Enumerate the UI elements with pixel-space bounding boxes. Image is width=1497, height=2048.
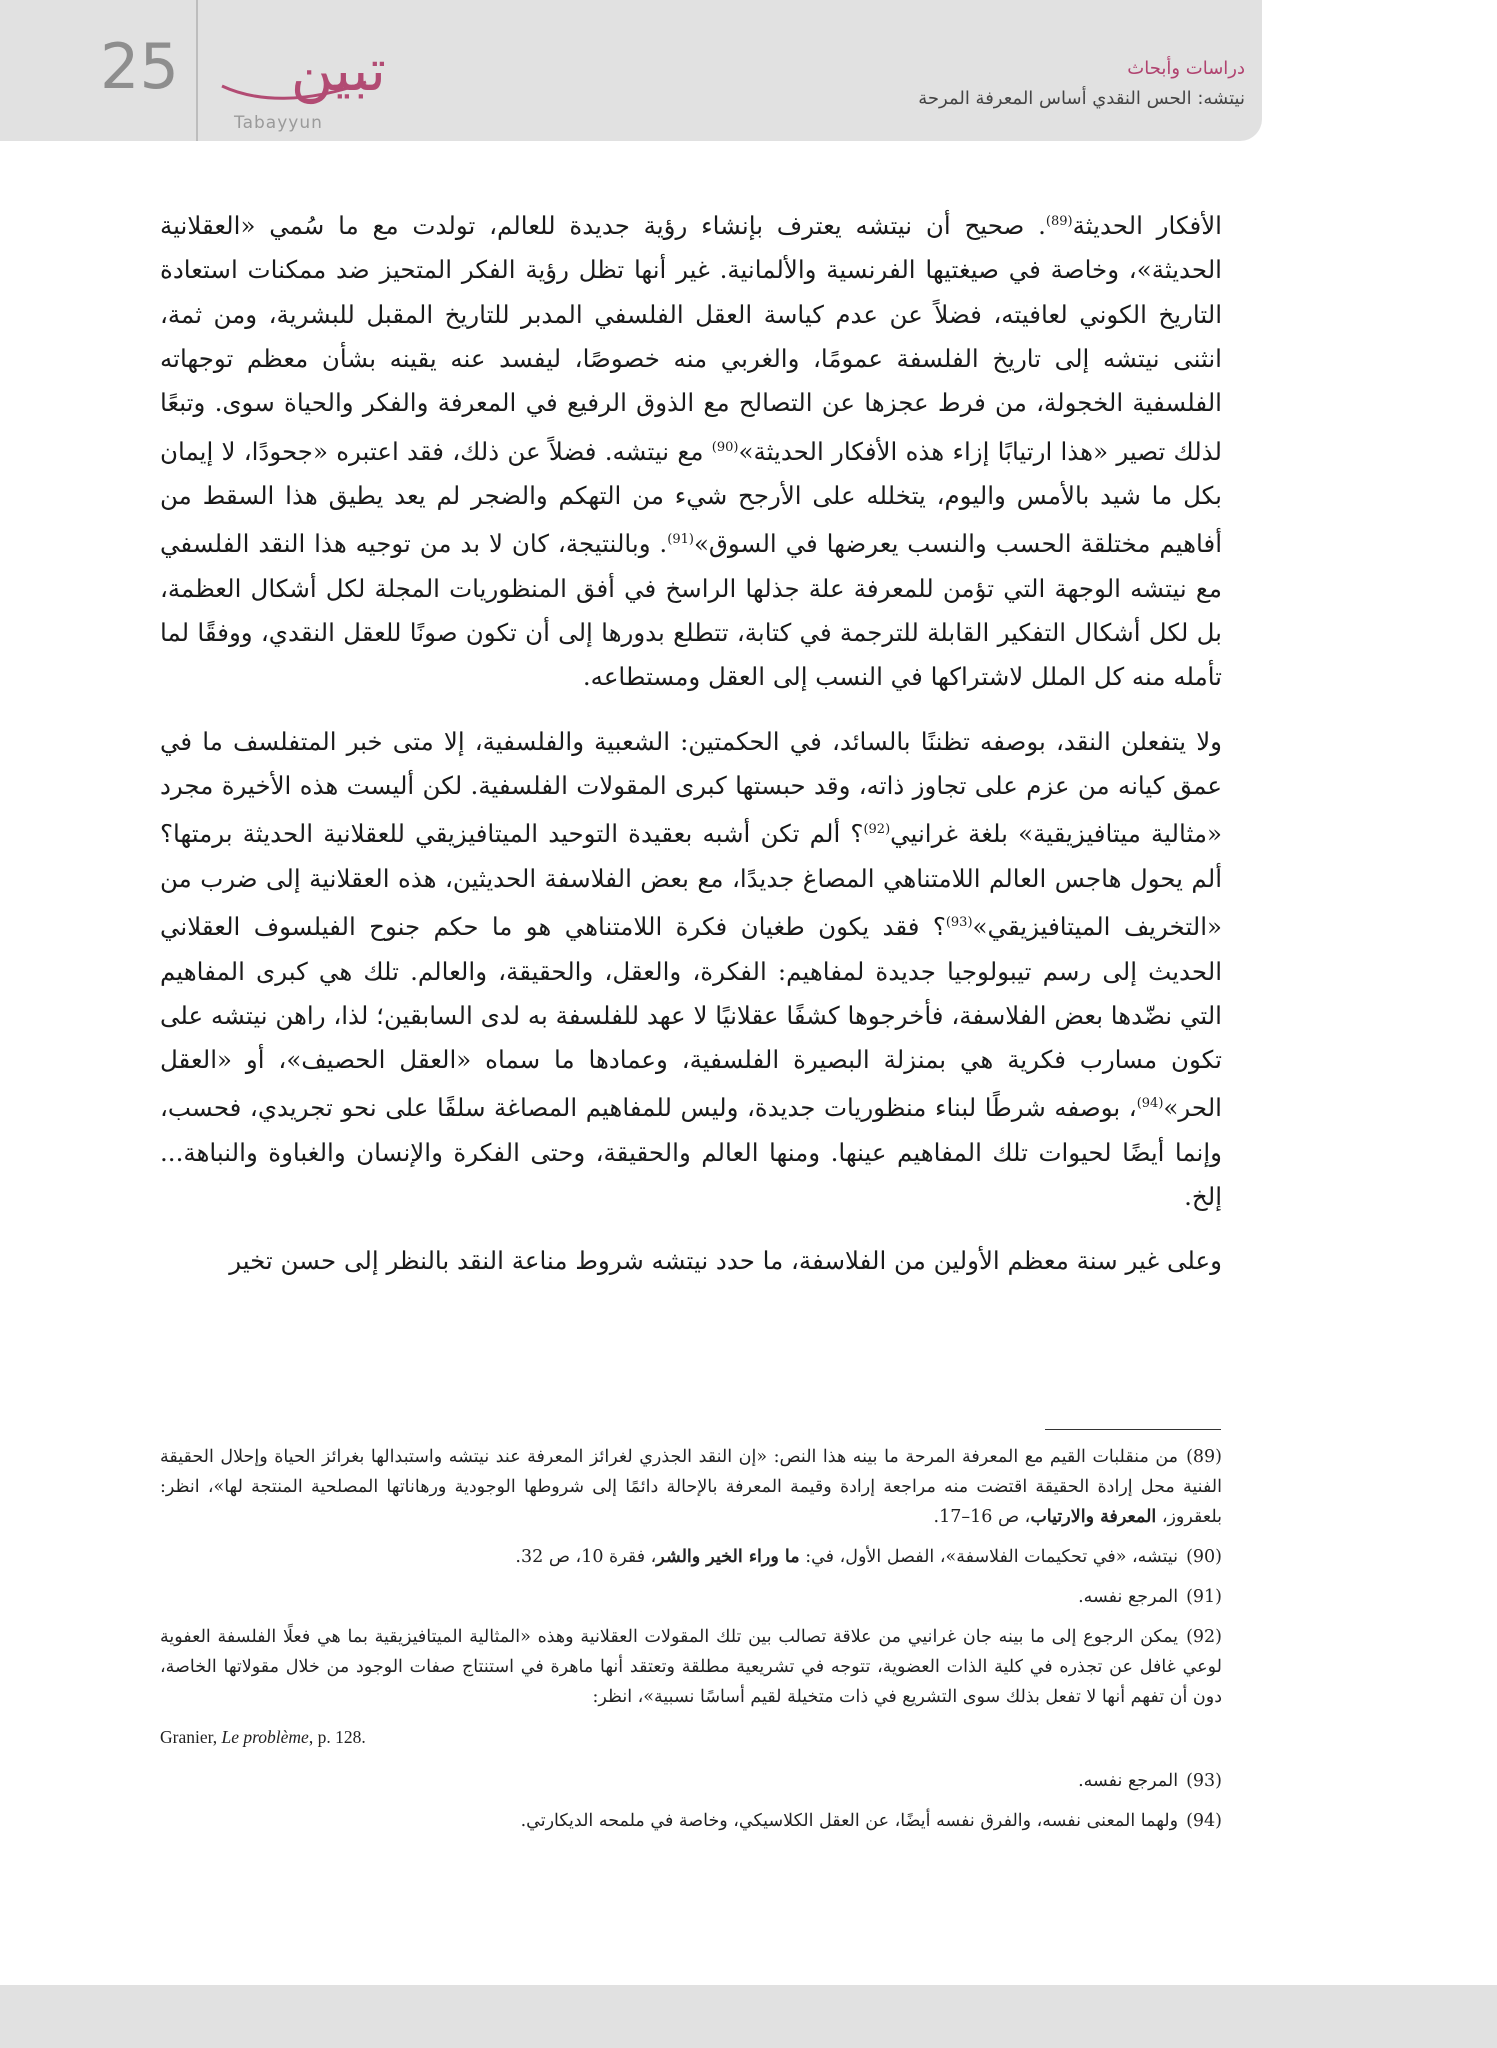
logo-latin-text: Tabayyun bbox=[234, 113, 323, 133]
header-divider bbox=[196, 0, 198, 141]
header-band bbox=[0, 0, 1262, 141]
footnote-ref: (90) bbox=[711, 439, 739, 455]
footnote-93: (93)المرجع نفسه. bbox=[1078, 1771, 1222, 1791]
footnote-separator bbox=[1045, 1429, 1221, 1430]
logo-arabic-text: تبين bbox=[290, 36, 386, 104]
logo-calligraphy-icon bbox=[216, 24, 391, 124]
paragraph-3: وعلى غير سنة معظم الأولين من الفلاسفة، ما حدد نيتشه شروط مناعة النقد بالنظر إلى حسن تخير bbox=[229, 1246, 1222, 1276]
footnote-91: (91)المرجع نفسه. bbox=[1078, 1587, 1222, 1607]
footnote-ref: (93) bbox=[945, 915, 973, 931]
paragraph-1: الأفكار الحديثة$^{(89)}$. صحيح أن نيتشه يعترف بإنشاء رؤية جديدة للعالم، تولدت مع ما سُمي «العقلانية الحديثة»، وخاصة في صيغتيها الفرنسية والألمانية. غير أنها تظل رؤية الفكر المتحيز ضد ممكنات استعادة التاريخ الكوني لعافيته، فضلاً عن عدم كياسة العقل الفلسفي المدبر للتاريخ المقبل للبشرية، ومن ثمة، انثنى نيتشه إلى تاريخ الفلسفة عمومًا، والغربي منه خصوصًا، ليفسد عنه يقينه بشأن معظم توجهاته الفلسفية الخجولة، من فرط عجزها عن التصالح مع الذوق الرفيع في المعرفة والفكر والحياة سوى. وتبعًا لذلك تصير «هذا ارتيابًا إزاء هذه الأفكار الحديثة»$^{(90)}$ مع نيتشه. فضلاً عن ذلك، فقد اعتبره «جحودًا، لا إيمان بكل ما شيد بالأمس واليوم، يتخلله على الأرجح شيء من التهكم والضجر لم يعد يطيق هذا السقط من أفاهيم مختلقة الحسب والنسب يعرضها في السوق»$^{(91)}$. وبالنتيجة، كان لا بد من توجيه هذا النقد الفلسفي مع نيتشه الوجهة التي تؤمن للمعرفة علة جذلها الراسخ في أفق المنظوريات المجلة لكل أشكال العظمة، بل لكل أشكال التفكير القابلة للترجمة في كتابة، تتطلع بدورها إلى أن تكون صونًا للعقل النقدي، ووفقًا لما تأمله منه كل الملل لاشتراكها في النسب إلى العقل ومستطاعه. bbox=[160, 211, 1222, 692]
running-article-title: نيتشه: الحس النقدي أساس المعرفة المرحة bbox=[918, 88, 1245, 109]
footnote-ref: (92) bbox=[863, 822, 891, 838]
tabayyun-logo bbox=[216, 24, 391, 136]
section-title: دراسات وأبحاث bbox=[1127, 58, 1245, 79]
paragraph-2: ولا يتفعلن النقد، بوصفه تظننًا بالسائد، في الحكمتين: الشعبية والفلسفية، إلا متى خبر المتفلسف ما في عمق كيانه من عزم على تجاوز ذاته، وقد حبستها كبرى المقولات الفلسفية. لكن أليست هذه الأخيرة مجرد «مثالية ميتافيزيقية» بلغة غرانيي$^{(92)}$؟ ألم تكن أشبه بعقيدة التوحيد الميتافيزيقي للعقلانية الحديثة برمتها؟ ألم يحول هاجس العالم اللامتناهي المصاغ جديدًا، مع بعض الفلاسفة الحديثين، هذه العقلانية إلى ضرب من «التخريف الميتافيزيقي»$^{(93)}$؟ فقد يكون طغيان فكرة اللامتناهي هو ما حكم جنوح الفيلسوف العقلاني الحديث إلى رسم تيبولوجيا جديدة لمفاهيم: الفكرة، والعقل، والحقيقة، والعالم. تلك هي كبرى المفاهيم التي نضّدها بعض الفلاسفة، فأخرجوها كشفًا عقلانيًا لا عهد للفلسفة به لدى السابقين؛ لذا، راهن نيتشه على تكون مسارب فكرية هي بمنزلة البصيرة الفلسفية، وعمادها ما سماه «العقل الحصيف»، أو «العقل الحر»$^{(94)}$، بوصفه شرطًا لبناء منظوريات جديدة، وليس للمفاهيم المصاغة سلفًا على نحو تجريدي، فحسب، وإنما أيضًا لحيوات تلك المفاهيم عينها. ومنها العالم والحقيقة، وحتى الفكرة والإنسان والغباوة والنباهة... إلخ. bbox=[160, 726, 1222, 1212]
footer-band bbox=[0, 1985, 1497, 2048]
footnote-ref: (91) bbox=[667, 532, 694, 548]
page-number: 25 bbox=[100, 30, 179, 103]
footnote-92: (92)يمكن الرجوع إلى ما بينه جان غرانيي من علاقة تصالب بين تلك المقولات العقلانية وهذه «المثالية الميتافيزيقية بما هي فعلًا الفلسفة العفوية لوعي غافل عن تجذره في كلية الذات العضوية، تتوجه في تشريعية مطلقة وتعتقد أنها ماهرة في استنتاج صفات الوجود من خلال مقولاتها الخاصة، دون أن تفهم أنها لا تفعل بذلك سوى التشريع في ذات متخيلة لقيم أساسًا نسبية»، انظر: bbox=[160, 1627, 1222, 1707]
footnote-ref: (89) bbox=[1045, 214, 1073, 229]
body-text bbox=[160, 200, 1222, 1304]
footnote-ref: (94) bbox=[1136, 1096, 1164, 1112]
footnote-89: (89)من منقلبات القيم مع المعرفة المرحة ما بينه هذا النص: «إن النقد الجذري لغرائز المعرفة عند نيتشه واستبدالها بغرائز الحياة وإحلال الحقيقة الفنية محل إرادة الحقيقة اقتضت منه مراجعة إرادة وقيمة المعرفة بالإحالة دائمًا إلى شروطها الوجودية ورهاناتها المصلحية المنتجة لها»، انظر: بلعقروز، المعرفة والارتياب، ص 16–17. bbox=[160, 1447, 1222, 1527]
footnote-94: (94)ولهما المعنى نفسه، والفرق نفسه أيضًا، عن العقل الكلاسيكي، وخاصة في ملمحه الديكارتي. bbox=[520, 1811, 1222, 1831]
footnote-90: (90)نيتشه، «في تحكيمات الفلاسفة»، الفصل الأول، في: ما وراء الخير والشر، فقرة 10، ص 32. bbox=[515, 1547, 1222, 1567]
footnote-92-citation: Granier, Le problème, p. 128. bbox=[160, 1727, 366, 1747]
footnotes bbox=[160, 1442, 1222, 1846]
